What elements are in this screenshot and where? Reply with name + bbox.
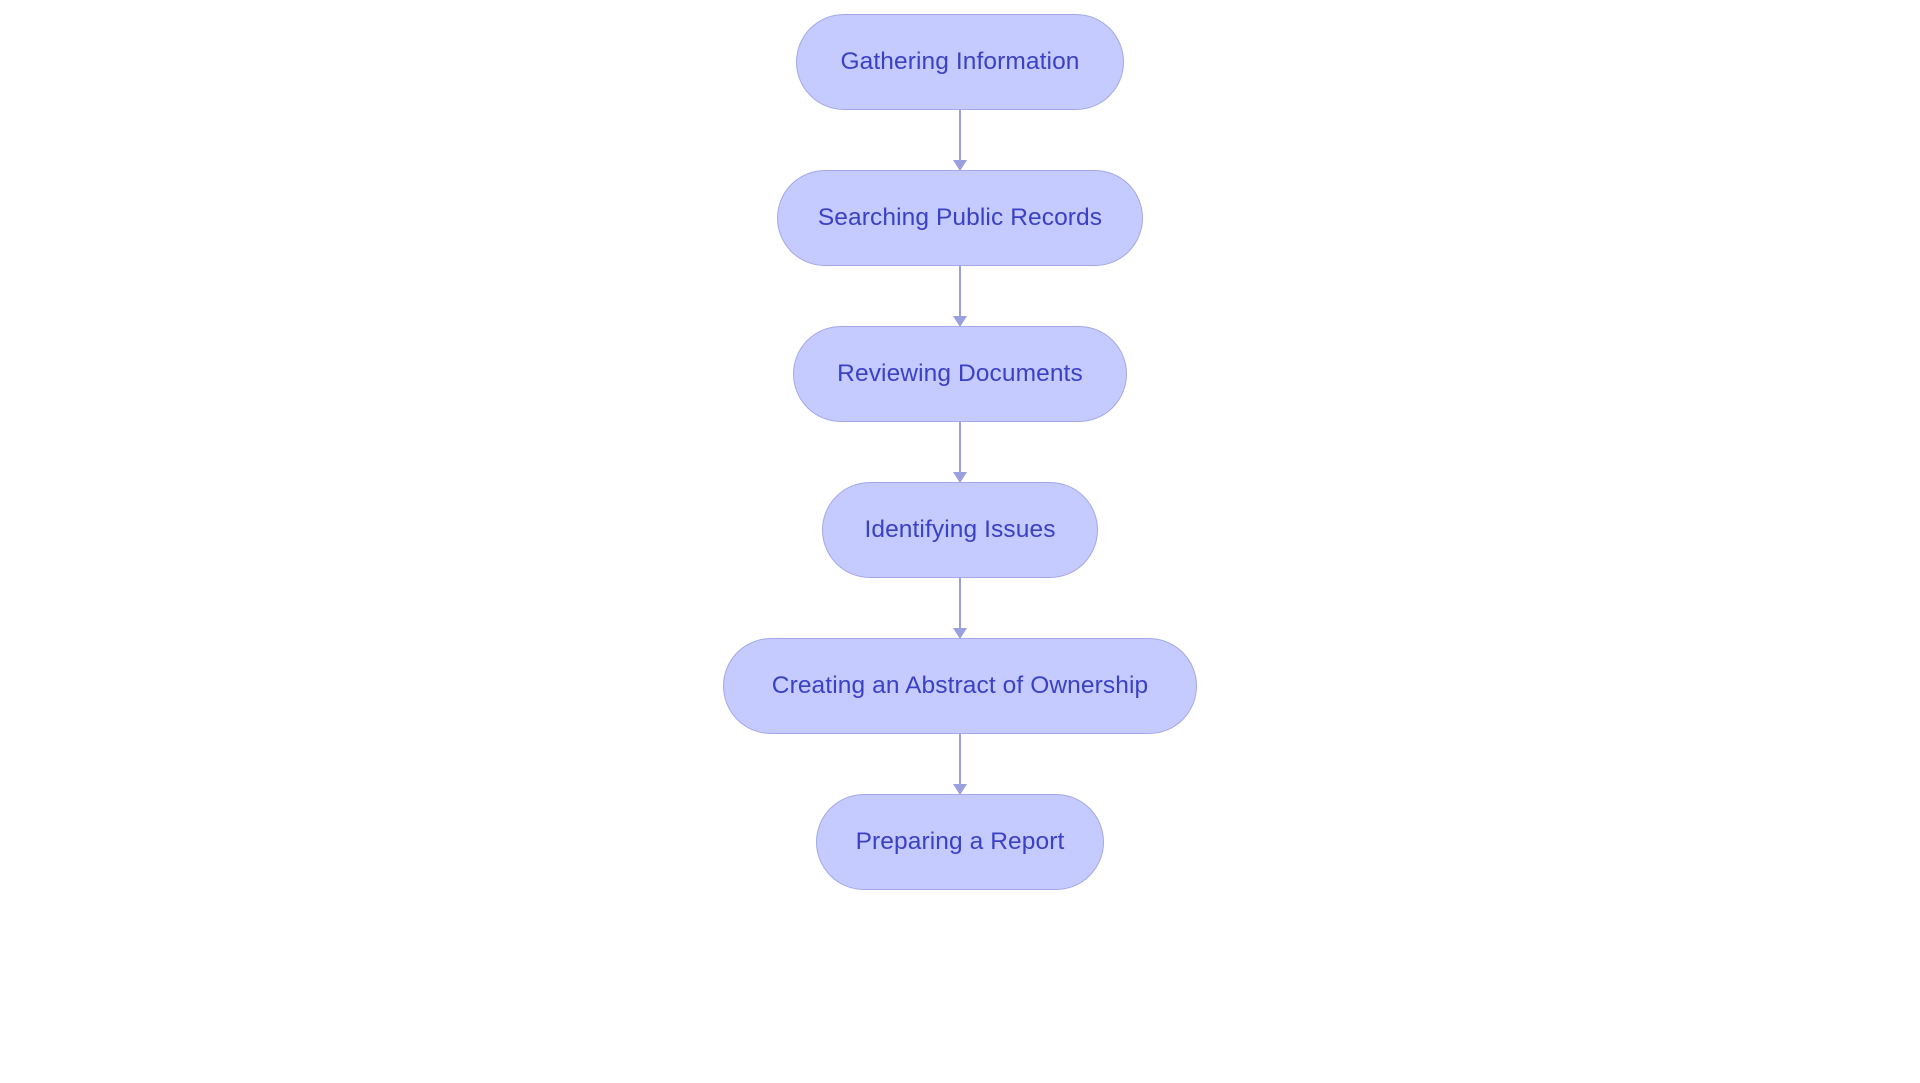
- flowchart-node-preparing-a-report[interactable]: [816, 794, 1104, 890]
- flowchart-connector-3: [950, 422, 970, 482]
- flowchart-node-identifying-issues[interactable]: [822, 482, 1098, 578]
- flowchart-connector-4: [950, 578, 970, 638]
- flowchart-node-searching-public-records[interactable]: [777, 170, 1143, 266]
- flowchart-connector-5: [950, 734, 970, 794]
- node-label: Creating an Abstract of Ownership: [771, 672, 1149, 699]
- node-label: Searching Public Records: [817, 204, 1103, 231]
- flowchart-connector-2: [950, 266, 970, 326]
- node-label: Gathering Information: [840, 48, 1080, 75]
- flowchart-node-reviewing-documents[interactable]: [793, 326, 1127, 422]
- node-label: Reviewing Documents: [837, 360, 1083, 387]
- arrow-head-icon: [953, 160, 967, 171]
- node-label: Identifying Issues: [864, 516, 1056, 543]
- node-label: Preparing a Report: [855, 828, 1065, 855]
- flowchart-node-gathering-information[interactable]: [796, 14, 1124, 110]
- flowchart-node-creating-an-abstract-of-ownership[interactable]: [723, 638, 1197, 734]
- arrow-head-icon: [953, 316, 967, 327]
- arrow-head-icon: [953, 784, 967, 795]
- flowchart-connector-1: [950, 110, 970, 170]
- arrow-head-icon: [953, 628, 967, 639]
- arrow-head-icon: [953, 472, 967, 483]
